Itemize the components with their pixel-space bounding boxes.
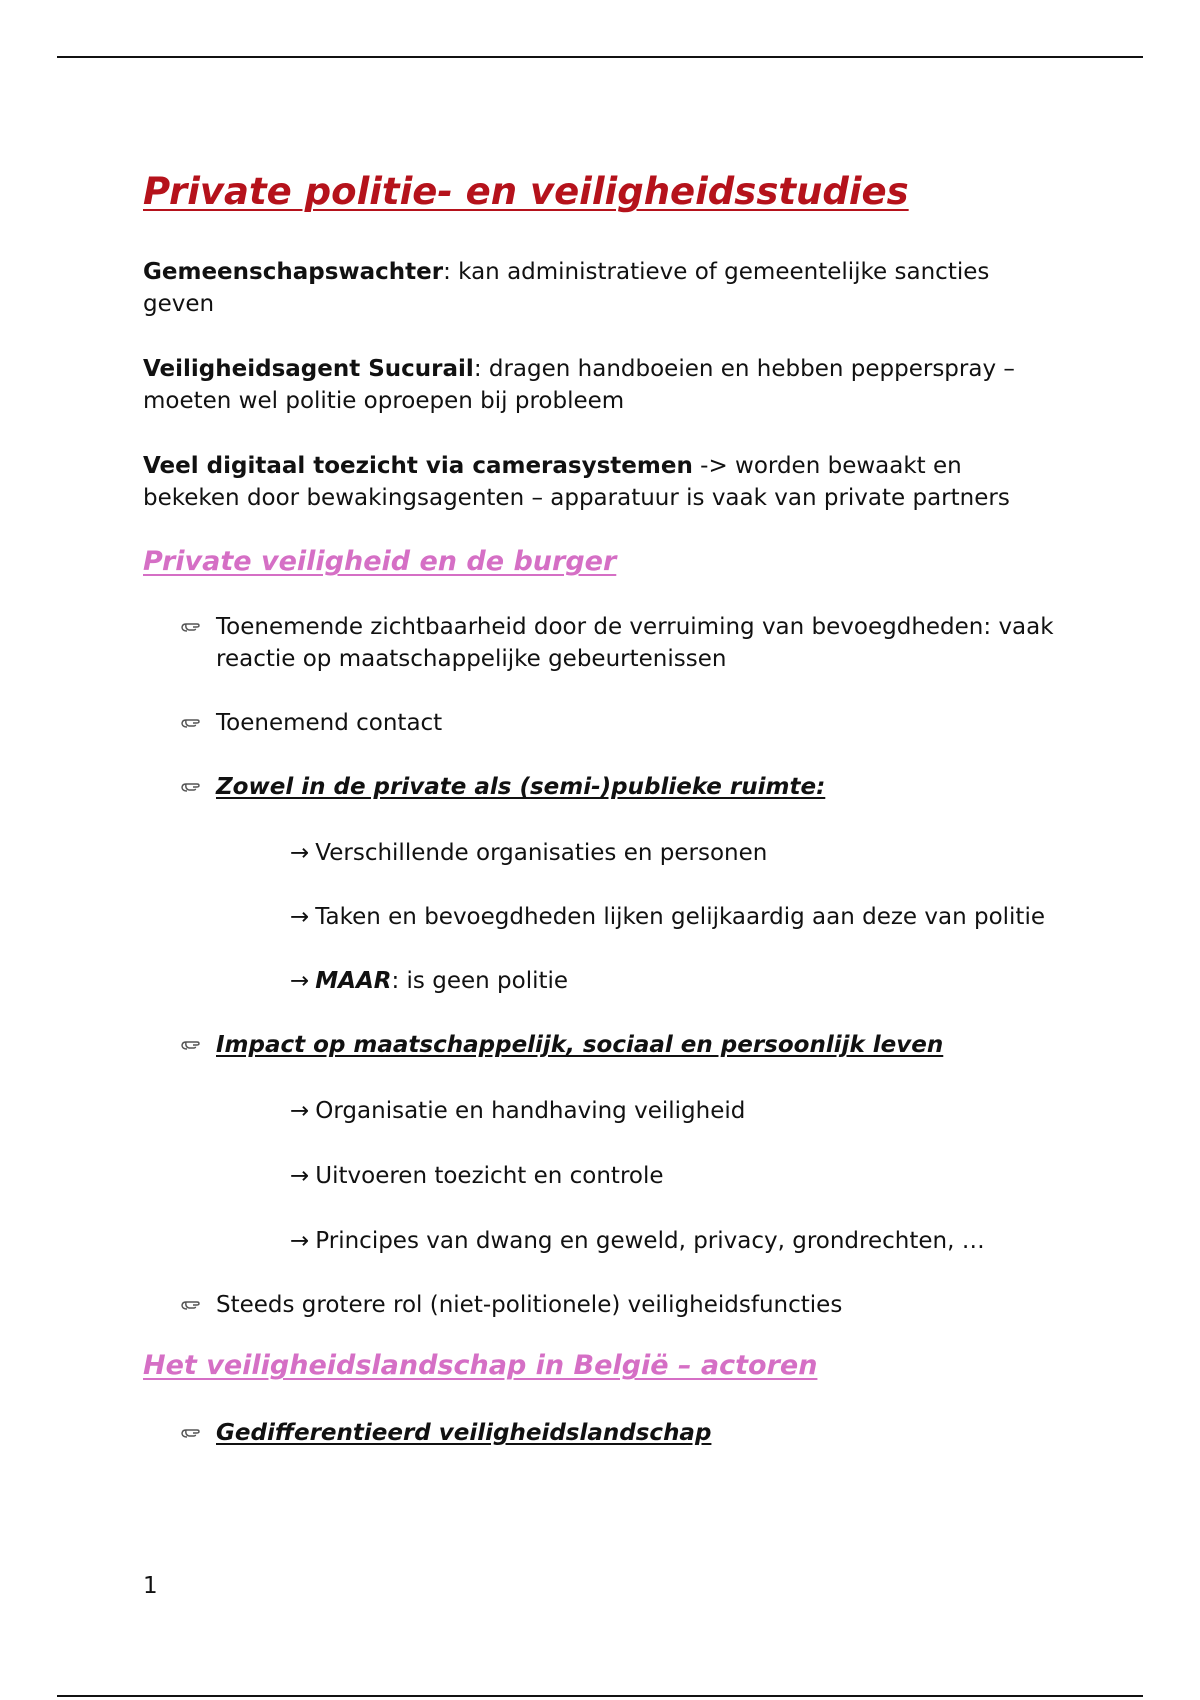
pointing-hand-icon xyxy=(179,613,201,641)
bullet-list-actoren xyxy=(143,1417,1063,1449)
list-item: Toenemend contact xyxy=(143,707,1063,739)
list-item: → MAAR: is geen politie xyxy=(143,965,1063,997)
paragraph-veiligheidsagent: Veiligheidsagent Sucurail: dragen handboeien en hebben pepperspray – moeten wel politie oproepen bij probleem xyxy=(143,356,1015,415)
pointing-hand-icon xyxy=(179,709,201,737)
document-title: Private politie- en veiligheidsstudies xyxy=(143,170,909,213)
document-page xyxy=(143,170,1063,1449)
arrow-right-icon: → xyxy=(290,1228,310,1255)
paragraph-text: -> worden bewaakt en bekeken door bewakingsagenten – apparatuur is vaak van private partners xyxy=(143,453,1010,512)
arrow-right-icon: → xyxy=(290,904,310,931)
section-heading-burger: Private veiligheid en de burger xyxy=(143,546,617,578)
page-number: 1 xyxy=(143,1573,158,1599)
list-item: → Uitvoeren toezicht en controle xyxy=(143,1160,1063,1192)
list-item: Steeds grotere rol (niet-politionele) veiligheidsfuncties xyxy=(143,1289,1063,1321)
list-item: → Principes van dwang en geweld, privacy, grondrechten, … xyxy=(143,1225,1063,1257)
paragraph-term: Gemeenschapswachter xyxy=(143,259,444,286)
paragraph-text: dragen handboeien en hebben pepperspray – moeten wel politie oproepen bij probleem xyxy=(143,356,1015,415)
paragraph-term: Veiligheidsagent Sucurail xyxy=(143,356,474,383)
arrow-right-icon: → xyxy=(290,1163,310,1190)
header-rule xyxy=(57,56,1143,58)
pointing-hand-icon xyxy=(179,773,201,801)
list-item: → Taken en bevoegdheden lijken gelijkaardig aan deze van politie xyxy=(143,901,1063,933)
pointing-hand-icon xyxy=(179,1031,201,1059)
section-heading-actoren: Het veiligheidslandschap in België – actoren xyxy=(143,1350,818,1382)
list-item: → Verschillende organisaties en personen xyxy=(143,837,1063,869)
arrow-right-icon: → xyxy=(290,968,310,995)
footer-rule xyxy=(57,1695,1143,1697)
paragraph-text: kan administratieve of gemeentelijke sancties geven xyxy=(143,259,990,318)
arrow-right-icon: → xyxy=(290,840,310,867)
list-item: Gedifferentieerd veiligheidslandschap xyxy=(143,1417,1063,1449)
paragraph-gemeenschapswachter: Gemeenschapswachter: kan administratieve of gemeentelijke sancties geven xyxy=(143,259,990,318)
paragraph-term: Veel digitaal toezicht via camerasystemen xyxy=(143,453,693,480)
pointing-hand-icon xyxy=(179,1291,201,1319)
list-item: → Organisatie en handhaving veiligheid xyxy=(143,1095,1063,1127)
arrow-right-icon: → xyxy=(290,1098,310,1125)
list-item: Toenemende zichtbaarheid door de verruiming van bevoegdheden: vaak reactie op maatschappelijke gebeurtenissen xyxy=(143,611,1063,675)
pointing-hand-icon xyxy=(179,1419,201,1447)
list-item: Zowel in de private als (semi-)publieke ruimte: xyxy=(143,771,1063,803)
paragraph-digitaal-toezicht xyxy=(143,450,1063,514)
list-item: Impact op maatschappelijk, sociaal en persoonlijk leven xyxy=(143,1029,1063,1061)
bullet-list-burger xyxy=(143,611,1063,1321)
